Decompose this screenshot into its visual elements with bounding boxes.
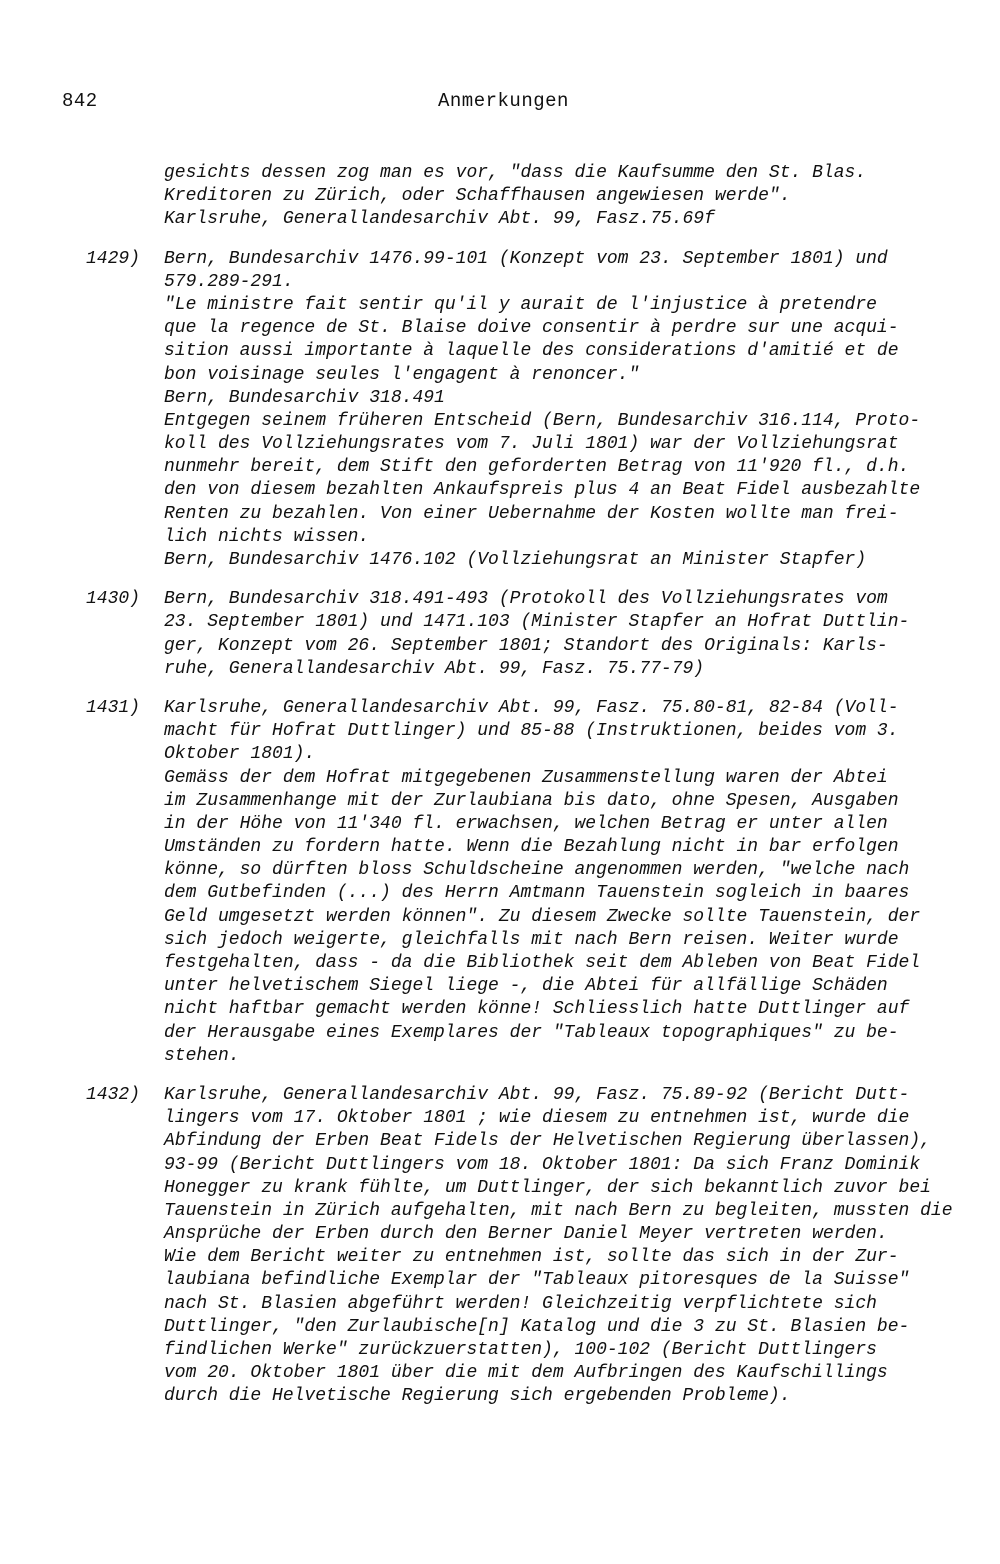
text-line: findlichen Werke" zurückzuerstatten), 100-102 (Bericht Duttlingers — [164, 1340, 877, 1360]
footnote — [0, 162, 1000, 232]
text-line: que la regence de St. Blaise doive consentir à perdre sur une acqui- — [164, 318, 899, 339]
text-line: durch die Helvetische Regierung sich ergebenden Probleme). — [164, 1386, 791, 1407]
text-line: Oktober 1801). — [164, 744, 316, 765]
text-line: ger, Konzept vom 26. September 1801; Standort des Originals: Karls- — [164, 635, 888, 656]
text-line: ruhe, Generallandesarchiv Abt. 99, Fasz. 75.77-79) — [164, 658, 705, 679]
footnote — [0, 697, 1000, 1068]
footnote-text — [164, 248, 954, 573]
text-line: Kreditoren zu Zürich, oder Schaffhausen angewiesen werde". — [164, 186, 791, 207]
text-line: dem Gutbefinden (...) des Herrn Amtmann Tauenstein sogleich in baares — [164, 883, 910, 904]
text-line: 93-99 (Bericht Duttlingers vom 18. Oktober 1801: Da sich Franz Dominik — [164, 1154, 921, 1175]
notes-list — [0, 162, 1000, 1425]
text-line: laubiana befindliche Exemplar der "Tableaux pitoresques de la Suisse" — [164, 1270, 910, 1291]
footnote-number: 1431) — [86, 697, 141, 718]
text-line: koll des Vollziehungsrates vom 7. Juli 1801) war der Vollziehungsrat — [164, 434, 899, 455]
text-line: sich jedoch weigerte, gleichfalls mit nach Bern reisen. Weiter wurde — [164, 929, 899, 950]
footnote-number: 1432) — [86, 1084, 141, 1105]
text-line: vom 20. Oktober 1801 über die mit dem Aufbringen des Kaufschillings — [164, 1363, 888, 1384]
text-line: Gemäss der dem Hofrat mitgegebenen Zusammenstellung waren der Abtei — [164, 767, 888, 788]
text-line: nunmehr bereit, dem Stift den geforderten Betrag von 11'920 fl., d.h. — [164, 457, 910, 478]
footnote-text — [164, 697, 954, 1068]
text-line: bon voisinage seules l'engagent à renoncer." — [164, 364, 640, 385]
text-line: Wie dem Bericht weiter zu entnehmen ist, sollte das sich in der Zur- — [164, 1247, 899, 1268]
text-line: Renten zu bezahlen. Von einer Uebernahme der Kosten wollte man frei- — [164, 503, 899, 524]
text-line: nach St. Blasien abgeführt werden! Gleichzeitig verpflichtete sich — [164, 1293, 877, 1314]
text-line: Bern, Bundesarchiv 1476.99-101 (Konzept vom 23. September 1801) und — [164, 248, 888, 269]
text-line: Bern, Bundesarchiv 318.491-493 (Protokoll des Vollziehungsrates vom — [164, 589, 888, 610]
text-line: Karlsruhe, Generallandesarchiv Abt. 99, Fasz.75.69f — [164, 209, 715, 230]
text-line: der Herausgabe eines Exemplares der "Tableaux topographiques" zu be- — [164, 1022, 899, 1043]
text-line: nicht haftbar gemacht werden könne! Schliesslich hatte Duttlinger auf — [164, 999, 910, 1020]
text-line: Abfindung der Erben Beat Fidels der Helvetischen Regierung überlassen), — [164, 1131, 931, 1152]
text-line: Umständen zu fordern hatte. Wenn die Bezahlung nicht in bar erfolgen — [164, 837, 899, 858]
text-line: Karlsruhe, Generallandesarchiv Abt. 99, Fasz. 75.89-92 (Bericht Dutt- — [164, 1084, 910, 1105]
text-line: Karlsruhe, Generallandesarchiv Abt. 99, Fasz. 75.80-81, 82-84 (Voll- — [164, 697, 899, 718]
footnote — [0, 248, 1000, 573]
footnote-text — [164, 588, 954, 681]
text-line: Bern, Bundesarchiv 318.491 — [164, 387, 445, 408]
footnote-number: 1430) — [86, 589, 141, 610]
text-line: Tauenstein in Zürich aufgehalten, mit nach Bern zu begleiten, mussten die — [164, 1200, 953, 1221]
text-line: sition aussi importante à laquelle des considerations d'amitié et de — [164, 341, 899, 362]
text-line: unter helvetischem Siegel liege -, die Abtei für allfällige Schäden — [164, 976, 888, 997]
text-line: Geld umgesetzt werden können". Zu diesem Zwecke sollte Tauenstein, der — [164, 906, 921, 927]
text-line: stehen. — [164, 1045, 240, 1066]
text-line: Honegger zu krank fühlte, um Duttlinger, der sich bekanntlich zuvor bei — [164, 1177, 931, 1198]
page-header — [0, 90, 1000, 116]
text-line: Entgegen seinem früheren Entscheid (Bern, Bundesarchiv 316.114, Proto- — [164, 410, 921, 431]
running-title: Anmerkungen — [438, 90, 569, 112]
text-line: gesichts dessen zog man es vor, "dass die Kaufsumme den St. Blas. — [164, 163, 867, 183]
text-line: "Le ministre fait sentir qu'il y aurait de l'injustice à pretendre — [164, 294, 877, 315]
text-line: Duttlinger, "den Zurlaubische[n] Katalog und die 3 zu St. Blasien be- — [164, 1316, 910, 1337]
text-line: 579.289-291. — [164, 271, 294, 292]
footnote-number: 1429) — [86, 248, 141, 269]
text-line: im Zusammenhange mit der Zurlaubiana bis dato, ohne Spesen, Ausgaben — [164, 790, 899, 811]
page-number: 842 — [62, 90, 98, 112]
footnote-text — [164, 1084, 954, 1409]
text-line: könne, so dürften bloss Schuldscheine angenommen werden, "welche nach — [164, 860, 910, 881]
text-line: 23. September 1801) und 1471.103 (Minister Stapfer an Hofrat Duttlin- — [164, 612, 910, 633]
text-line: lich nichts wissen. — [164, 526, 370, 547]
footnote-text — [164, 162, 954, 232]
text-line: festgehalten, dass - da die Bibliothek seit dem Ableben von Beat Fidel — [164, 953, 921, 973]
text-line: lingers vom 17. Oktober 1801 ; wie diesem zu entnehmen ist, wurde die — [164, 1108, 910, 1129]
text-line: macht für Hofrat Duttlinger) und 85-88 (Instruktionen, beides vom 3. — [164, 721, 899, 742]
footnote — [0, 588, 1000, 681]
text-line: in der Höhe von 11'340 fl. erwachsen, welchen Betrag er unter allen — [164, 813, 888, 834]
text-line: Bern, Bundesarchiv 1476.102 (Vollziehungsrat an Minister Stapfer) — [164, 550, 867, 570]
text-line: den von diesem bezahlten Ankaufspreis plus 4 an Beat Fidel ausbezahlte — [164, 480, 921, 501]
text-line: Ansprüche der Erben durch den Berner Daniel Meyer vertreten werden. — [164, 1224, 888, 1245]
footnote — [0, 1084, 1000, 1409]
